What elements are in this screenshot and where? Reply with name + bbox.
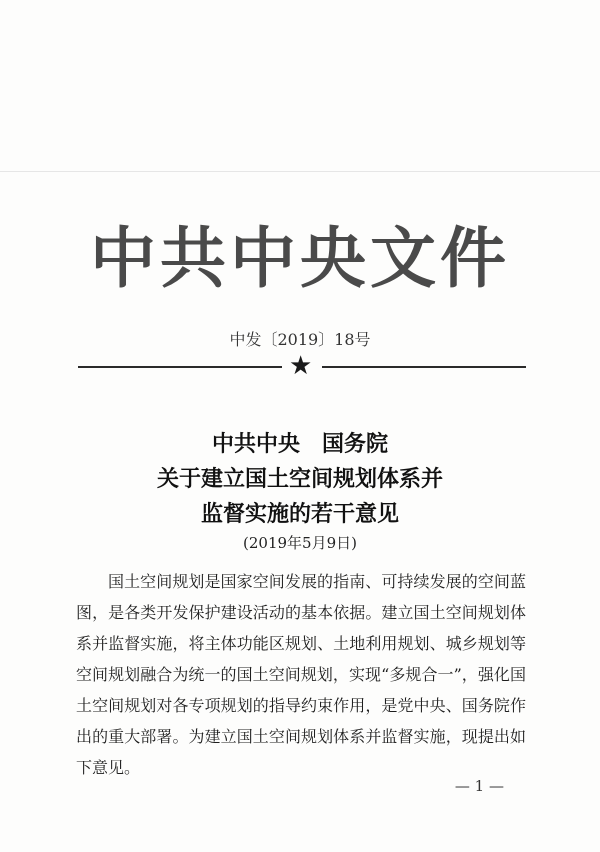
document-masthead: 中共中央文件 <box>90 220 510 297</box>
divider-left <box>78 366 282 368</box>
divider-right <box>322 366 526 368</box>
title-line-2: 关于建立国土空间规划体系并 <box>156 466 443 492</box>
document-number: 中发〔2019〕18号 <box>229 330 371 349</box>
page-number: — 1 — <box>454 777 504 795</box>
title-line-3: 监督实施的若干意见 <box>200 501 399 527</box>
title-issuers: 中共中央 国务院 <box>211 431 388 457</box>
body-paragraph: 国土空间规划是国家空间发展的指南、可持续发展的空间蓝图，是各类开发保护建设活动的基本依据。建立国土空间规划体系并监督实施，将主体功能区规划、土地利用规划、城乡规划等空间规划融合为统一的国土空间规划，实现“多规合一”，强化国土空间规划对各专项规划的指导约束作用，是党中央、国务院作出的重大部署。为建立国土空间规划体系并监督实施，现提出如下意见。 <box>76 572 526 777</box>
star-icon: ★ <box>289 351 313 381</box>
issue-date: (2019年5月9日) <box>243 534 357 552</box>
scan-edge-line <box>0 171 600 172</box>
